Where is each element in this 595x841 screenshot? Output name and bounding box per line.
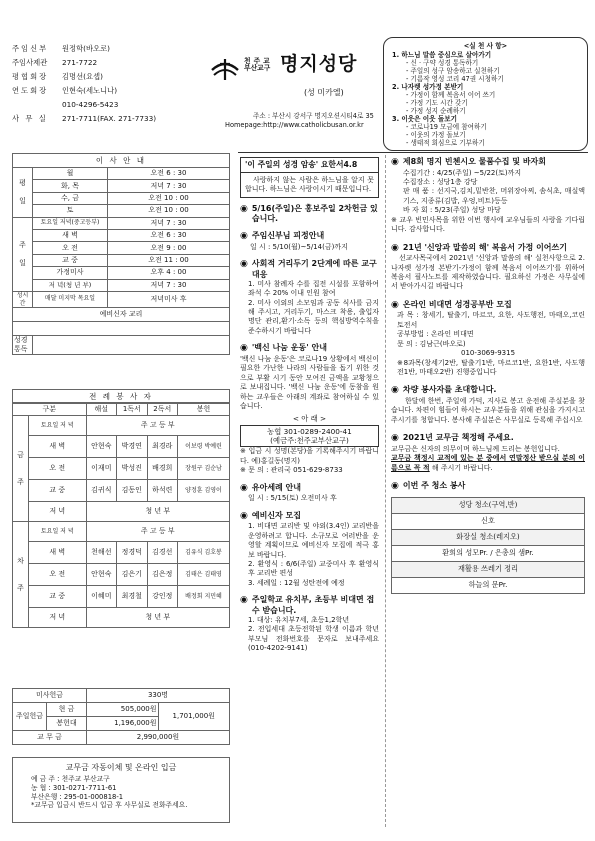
church-logo — [210, 50, 400, 112]
practice-sub: - 가정 기도 시간 갖기 — [406, 99, 468, 108]
duty-cell: 이재미 — [86, 458, 116, 480]
mass-day: 토 — [33, 205, 108, 217]
mass-time: 오후 4 : 00 — [108, 267, 230, 279]
duty-merged: 청 년 부 — [86, 502, 229, 522]
mass-day: 가정미사 — [33, 267, 108, 279]
catechumen-blank — [13, 322, 230, 336]
mass-time: 오전 6 : 30 — [108, 229, 230, 241]
notice-heading — [240, 204, 379, 224]
transfer-line: *교무금 입금시 반드시 입금 후 사무실로 전화주세요. — [31, 801, 188, 810]
mass-time: 오전 9 : 00 — [108, 242, 230, 254]
duty-cell: 김동인 — [117, 480, 147, 502]
info-key: 주임신부 — [12, 44, 49, 54]
duty-cell: 이혜미 — [86, 586, 116, 608]
notice-line: 010-3069-9315 — [461, 349, 516, 358]
missa-value: 330명 — [87, 689, 230, 703]
this-week-label: 금 주 — [13, 416, 29, 522]
header-divider — [238, 152, 588, 153]
sunday-label: 주 일 — [13, 217, 33, 291]
notice-emphasis — [391, 454, 585, 473]
info-value: 271-7722 — [62, 58, 98, 68]
mass-day: 월 — [33, 168, 108, 180]
notice-title: 이번 주 청소 봉사 — [402, 481, 466, 491]
duty-head: 2독서 — [147, 404, 177, 416]
notice-line: ※ 교우 빈민사목을 위한 이번 행사에 교우님들의 사랑을 기다립니다. 감사합니다. — [391, 215, 585, 234]
practice-item: 3. 이웃은 이웃 돌보기 — [392, 115, 457, 124]
practice-box — [383, 37, 588, 151]
bullet-icon: ◉ — [240, 343, 248, 354]
scripture-box — [240, 157, 379, 198]
notice-body: 선교사목국에서 2021년 '신앙과 말씀의 해' 실천사항으로 2. 나자렛 성가정 본받기-가정이 함께 복음서 이어쓰기'를 위하여 복음서 필사노트를 제작하였습니다. 필요하신 가정은 사무실에서 받아가시길 바랍니다 — [391, 254, 585, 291]
weekday-label: 평 일 — [13, 168, 33, 218]
address-line: 주소 : 부산시 강서구 명지오션시티4로 35 — [253, 112, 374, 120]
notice-heading — [391, 157, 585, 169]
notice-note: ※ 문 의 : 관리국 051-629-8733 — [240, 466, 343, 475]
duty-head: 해설 — [86, 404, 116, 416]
notice-line: 공부방법 : 온라인 비대면 — [397, 330, 474, 339]
diocese-line: 부산교구 — [244, 64, 271, 73]
tithe-emphasis-end: 해 주시기 바랍니다. — [431, 463, 493, 472]
info-value: 010-4296-5423 — [62, 100, 119, 110]
duty-cell: 최경라 — [147, 436, 177, 458]
bullet-icon: ◉ — [240, 482, 248, 493]
notice-heading — [240, 595, 379, 615]
mass-day: 오 전 — [33, 242, 108, 254]
notice-line: 수집기간 : 4/25(주일) ~5/22(토)까지 — [403, 168, 522, 177]
scripture-body: 사랑하지 않는 사람은 하느님을 알지 못합니다. 하느님은 사랑이시기 때문입니다. — [245, 175, 374, 194]
notice-title: 차량 봉사자를 초대합니다. — [402, 385, 497, 395]
duty-cell: 양정훈 김영이 — [178, 480, 230, 502]
transfer-title: 교무금 자동이체 및 온라인 입금 — [65, 763, 177, 772]
duty-cell: 강인정 — [147, 586, 177, 608]
duty-cell: 박성진 — [117, 458, 147, 480]
bullet-icon: ◉ — [391, 242, 399, 253]
bullet-icon: ◉ — [391, 385, 399, 396]
duty-slot: 새 벽 — [29, 542, 87, 564]
duty-head: 구분 — [13, 404, 87, 416]
duty-cell: 안현숙 — [86, 436, 116, 458]
mass-schedule — [12, 153, 230, 355]
mass-day: 토요일 저녁(중고등부) — [33, 217, 108, 229]
bible-reading-label: 성경통독 — [13, 336, 33, 355]
notice-heading — [240, 343, 379, 355]
account-number: 농협 301-0289-2400-41 — [267, 426, 352, 436]
notice-line: 바 자 회 : 5/23(주일) 성당 마당 — [403, 206, 501, 215]
duty-cell: 김경선 — [147, 542, 177, 564]
mass-time: 저녁 7 : 30 — [108, 217, 230, 229]
mass-time: 오전 11 : 00 — [108, 254, 230, 266]
scripture-title: '이 주일의 성경 암송' 요한서4.8 — [241, 160, 378, 173]
notice-body: 1. 비대면 교리반 및 야외(3.4인) 교리반을 운영하려고 합니다. 소규모로 여러반을 운영할 계획이므로 예비신자 모집에 적극 홍보 바랍니다. 2. 환영식 : 6/6(주일) 교중미사 후 환영식 후 교리반 편성 3. 세례일 : 12월 성탄전에 예정 — [248, 522, 379, 587]
cleaning-head: 화장실 청소(레지오) — [392, 529, 585, 545]
duty-cell: 천해선 — [86, 542, 116, 564]
bible-reading-blank — [33, 336, 230, 355]
notice-line: 과 목 : 창세기, 탈출기, 마르코, 요한, 사도행전, 마태오,코린토전서 — [397, 311, 585, 329]
notice-heading — [240, 231, 379, 243]
duty-slot: 저 녁 — [29, 608, 87, 628]
diocese-line: 천주교 — [244, 57, 273, 65]
notice-body: 일 시 : 5/15(토) 오전미사 후 — [248, 494, 337, 503]
mass-day: 저 녁(청 년 부) — [33, 279, 108, 291]
notice-line: 수집장소 : 성당1층 강당 — [403, 177, 478, 186]
duty-cell: 최경철 — [117, 586, 147, 608]
notice-title: 제8회 명지 빈첸시오 물품수집 및 바자회 — [402, 157, 546, 166]
middle-column — [240, 157, 379, 654]
notice-body: '백신 나눔 운동'은 코로나19 상황에서 백신이 필요한 가난한 나라의 사람들을 돕기 위한 것으로 부활 시기 동안 모여진 금액을 교황청으로 보내집니다. '백신 나눔 운동'에 동참을 원하는 교우들은 아래의 계좌로 참여하실 수 있습니다. — [240, 354, 379, 411]
patron-saint: (성 미카엘) — [304, 88, 344, 97]
practice-sub: - 주일의 성구 암송하고 실천하기 — [406, 67, 500, 76]
bullet-icon: ◉ — [391, 481, 399, 492]
notice-body: 1. 미사 참례자 수를 집전 시설를 포함하여 좌석 수 20% 이내 인원 참여 2. 미사 이외의 소모임과 공동 식사를 금지해 주시고, 거리두기, 마스크 착용, 출입자 명단 관리,환기·소독 등의 핵심방역수칙을 준수하시기 바랍니다 — [248, 279, 379, 335]
homepage-line: Homepage:http://www.catholicbusan.or.kr — [225, 120, 364, 129]
right-column — [391, 157, 585, 594]
tithe-label: 교 무 금 — [13, 731, 87, 745]
info-value: 271-7711(FAX. 271-7733) — [62, 114, 157, 124]
transfer-line: 부산은행 : 295-01-000818-1 — [31, 792, 124, 801]
notice-note: ※ 입금 시 성명(본당)을 기록해주시기 바랍니다. 예)홍길동(명지) — [240, 447, 379, 465]
notice-title: 사회적 거리두기 2단계에 따른 교구 대응 — [251, 259, 377, 279]
practice-sub: - 생태적 회심으로 기부하기 — [406, 139, 485, 148]
mass-time: 저녁미사 후 — [108, 291, 230, 307]
cleaning-head: 재활용 쓰레기 정리 — [392, 561, 585, 577]
duty-head: 1독서 — [117, 404, 147, 416]
duty-cell: 정경덕 — [117, 542, 147, 564]
cash-value: 505,000원 — [87, 703, 159, 717]
church-name: 명지성당 — [280, 53, 358, 75]
practice-sub: - 가정 성지 순례하기 — [406, 107, 466, 116]
tithe-value: 2,990,000원 — [87, 731, 230, 745]
mass-day: 수, 금 — [33, 192, 108, 204]
next-week-label: 차 주 — [13, 522, 29, 628]
mass-time: 저녁 7 : 30 — [108, 180, 230, 192]
notice-title: 유아세례 안내 — [251, 482, 302, 492]
duty-cell: 김은기 — [117, 564, 147, 586]
practice-title: <실 천 사 항> — [463, 42, 508, 50]
cleaning-cell: 신호 — [392, 513, 585, 529]
holy-hour-label: 성시간 — [13, 291, 33, 307]
duty-cell: 이보령 박예린 — [178, 436, 230, 458]
info-value: 김명선(요셉) — [62, 72, 103, 82]
duty-cell: 안현숙 — [86, 564, 116, 586]
duty-slot: 새 벽 — [29, 436, 87, 458]
schedule-title: 이 사 안 내 — [12, 153, 230, 167]
notice-body: 한달에 한번, 주일에 가덕, 지사로 봉고 운전해 주실분을 찾습니다. 차편이 힘들어 하시는 교우분들을 위해 관심을 가지시고 주시기를 청합니다. 봉사해 주실분은 사무실로 등록해 주십시오 — [391, 396, 585, 424]
notice-heading — [391, 481, 585, 493]
bullet-icon: ◉ — [240, 203, 248, 214]
mass-time: 저녁 7 : 30 — [108, 279, 230, 291]
bullet-icon: ◉ — [240, 510, 248, 521]
notice-title: 21년 '신앙과 말씀의 해' 복음서 가정 이어쓰기 — [402, 242, 567, 252]
box-value: 1,196,000원 — [87, 717, 159, 731]
notice-title: '백신 나눔 운동' 안내 — [251, 343, 327, 353]
offering-label: 주일헌금 — [13, 703, 47, 731]
practice-sub: - 신 · 구약 성경 통독하기 — [406, 59, 479, 68]
mass-time: 오전 10 : 00 — [108, 192, 230, 204]
notice-heading — [391, 433, 585, 445]
account-box — [240, 425, 379, 448]
cleaning-cell: 하늘의 문Pr. — [392, 577, 585, 593]
notice-title: 2021년 교무금 책정해 주세요. — [402, 433, 514, 443]
bullet-icon: ◉ — [240, 231, 248, 242]
duty-merged: 주 고 등 부 — [86, 522, 229, 542]
practice-sub: - 이웃의 가정 돌보기 — [406, 131, 466, 140]
practice-item: 1. 하느님 말씀 중심으로 살아가기 — [392, 51, 492, 60]
missa-label: 미사헌금 — [13, 689, 87, 703]
notice-line: 판 매 품 : 선지국,김치,밑반찬, 머위장아찌, 솜식초, 매실액기스, 지종류(김밥, 우엉,비트)등등 — [403, 187, 585, 205]
notice-heading — [240, 483, 379, 495]
notice-line: ※8과목(창세기2반, 탈출기1반, 마르코1반, 요한1반, 사도행전1반, 마태오2반) 진행중입니다 — [397, 358, 585, 376]
duty-slot: 교 중 — [29, 586, 87, 608]
bullet-icon: ◉ — [240, 595, 248, 606]
notice-body: 일 시 : 5/10(월)~5/14(금)까지 — [250, 242, 348, 251]
practice-item: 2. 나자렛 성가정 본받기 — [392, 83, 464, 92]
mass-time: 오전 6 : 30 — [108, 168, 230, 180]
info-key: 사 무 실 — [12, 114, 48, 124]
notice-heading — [240, 511, 379, 523]
notice-heading — [391, 385, 585, 397]
mass-day: 매달 미지막 목요일 — [33, 291, 108, 307]
notice-title: 5/16(주일)은 홍보주일 2차헌금 있습니다. — [251, 203, 378, 224]
duty-merged: 주 고 등 부 — [86, 416, 229, 436]
liturgy-servers — [12, 389, 230, 628]
cash-label: 현 금 — [47, 703, 87, 717]
duty-cell: 김귀식 — [86, 480, 116, 502]
notice-line: 문 의 : 김남근(바오로) — [397, 339, 466, 348]
notice-title: 주임신부님 피정안내 — [251, 231, 325, 241]
mass-day: 화, 목 — [33, 180, 108, 192]
practice-sub: - 코로나19 모금에 참여하기 — [406, 123, 487, 132]
duty-head: 봉헌 — [178, 404, 230, 416]
duty-slot: 오 전 — [29, 458, 87, 480]
cleaning-head: 성당 청소(구역,반) — [392, 497, 585, 513]
bullet-icon: ◉ — [391, 157, 399, 167]
tithe-emphasis: 교무금 책정시 교적에 있는 분 중에서 연말정산 받으실 분의 이름으로 꼭 적 — [391, 454, 585, 472]
cross-logo-icon — [210, 56, 240, 82]
duty-slot: 교 중 — [29, 480, 87, 502]
practice-sub: - 기름작 영성 코리 47권 시청하기 — [406, 75, 504, 84]
catechumen-label: 예비신자 교리 — [13, 308, 230, 322]
notice-title: 주일학교 유치부, 초등부 비대면 접수 받습니다. — [251, 595, 375, 615]
bullet-icon: ◉ — [391, 433, 399, 444]
mass-time: 오전 10 : 00 — [108, 205, 230, 217]
finance-table — [12, 688, 230, 745]
transfer-line: 농 협 : 301-0271-7711-61 — [31, 783, 117, 792]
notice-title: 온라인 비대면 성경공부반 모집 — [402, 299, 512, 309]
notice-heading — [240, 259, 379, 279]
duty-cell: 배정회 지민혜 — [178, 586, 230, 608]
practice-sub: - 가정이 함께 복음서 이어 쓰기 — [406, 91, 496, 100]
info-value: 인현숙(세노니나) — [62, 86, 118, 96]
bullet-icon: ◉ — [240, 259, 248, 270]
duty-cell: 김은정 — [147, 564, 177, 586]
duty-slot: 토요일 저 녁 — [29, 416, 87, 436]
column-divider — [385, 155, 386, 827]
duty-slot: 저 녁 — [29, 502, 87, 522]
notice-body: 1. 대상: 유치부7세, 초등1,2학년 2. 전입세대 초등전학된 학생 이름과 학년 부모님 전화번호를 문자로 보내주세요 (010-4202-9141) — [248, 615, 379, 653]
duty-slot: 토요일 저 녁 — [29, 522, 87, 542]
notice-title: 예비신자 모집 — [251, 510, 302, 520]
offering-total: 1,701,000원 — [158, 703, 230, 731]
duty-cell: 배경희 — [147, 458, 177, 480]
duty-title: 전 례 봉 사 자 — [12, 389, 230, 403]
box-label: 봉헌대 — [47, 717, 87, 731]
cleaning-table — [391, 497, 585, 594]
duty-cell: 장원구 김순남 — [178, 458, 230, 480]
notice-body: 교무금은 신자의 의무이며 하느님께 드리는 봉헌입니다. — [391, 444, 560, 453]
duty-cell: 김유식 김호봉 — [178, 542, 230, 564]
info-key: 평협회장 — [12, 72, 49, 82]
duty-merged: 청 년 부 — [86, 608, 229, 628]
address-block — [225, 112, 374, 129]
diocese-label — [244, 58, 273, 73]
notice-heading — [391, 243, 585, 255]
notice-heading — [391, 300, 585, 312]
info-key: 연도회장 — [12, 86, 49, 96]
info-key: 주임사제관 — [12, 58, 48, 68]
transfer-line: 예 금 주 : 천주교 부산교구 — [31, 775, 110, 784]
mass-day: 새 벽 — [33, 229, 108, 241]
duty-cell: 박경연 — [117, 436, 147, 458]
duty-slot: 오 전 — [29, 564, 87, 586]
account-holder: (예금주:천주교부산교구) — [270, 436, 349, 446]
church-info — [12, 42, 202, 126]
bullet-icon: ◉ — [391, 299, 399, 310]
mass-day: 교 중 — [33, 254, 108, 266]
notice-sub: < 아 래 > — [292, 413, 327, 423]
cleaning-cell: 환희의 성모Pr. / 은총의 샘Pr. — [392, 545, 585, 561]
info-value: 원정학(바오로) — [62, 44, 110, 54]
duty-cell: 김태은 김태영 — [178, 564, 230, 586]
duty-cell: 하석련 — [147, 480, 177, 502]
transfer-box — [12, 757, 230, 823]
